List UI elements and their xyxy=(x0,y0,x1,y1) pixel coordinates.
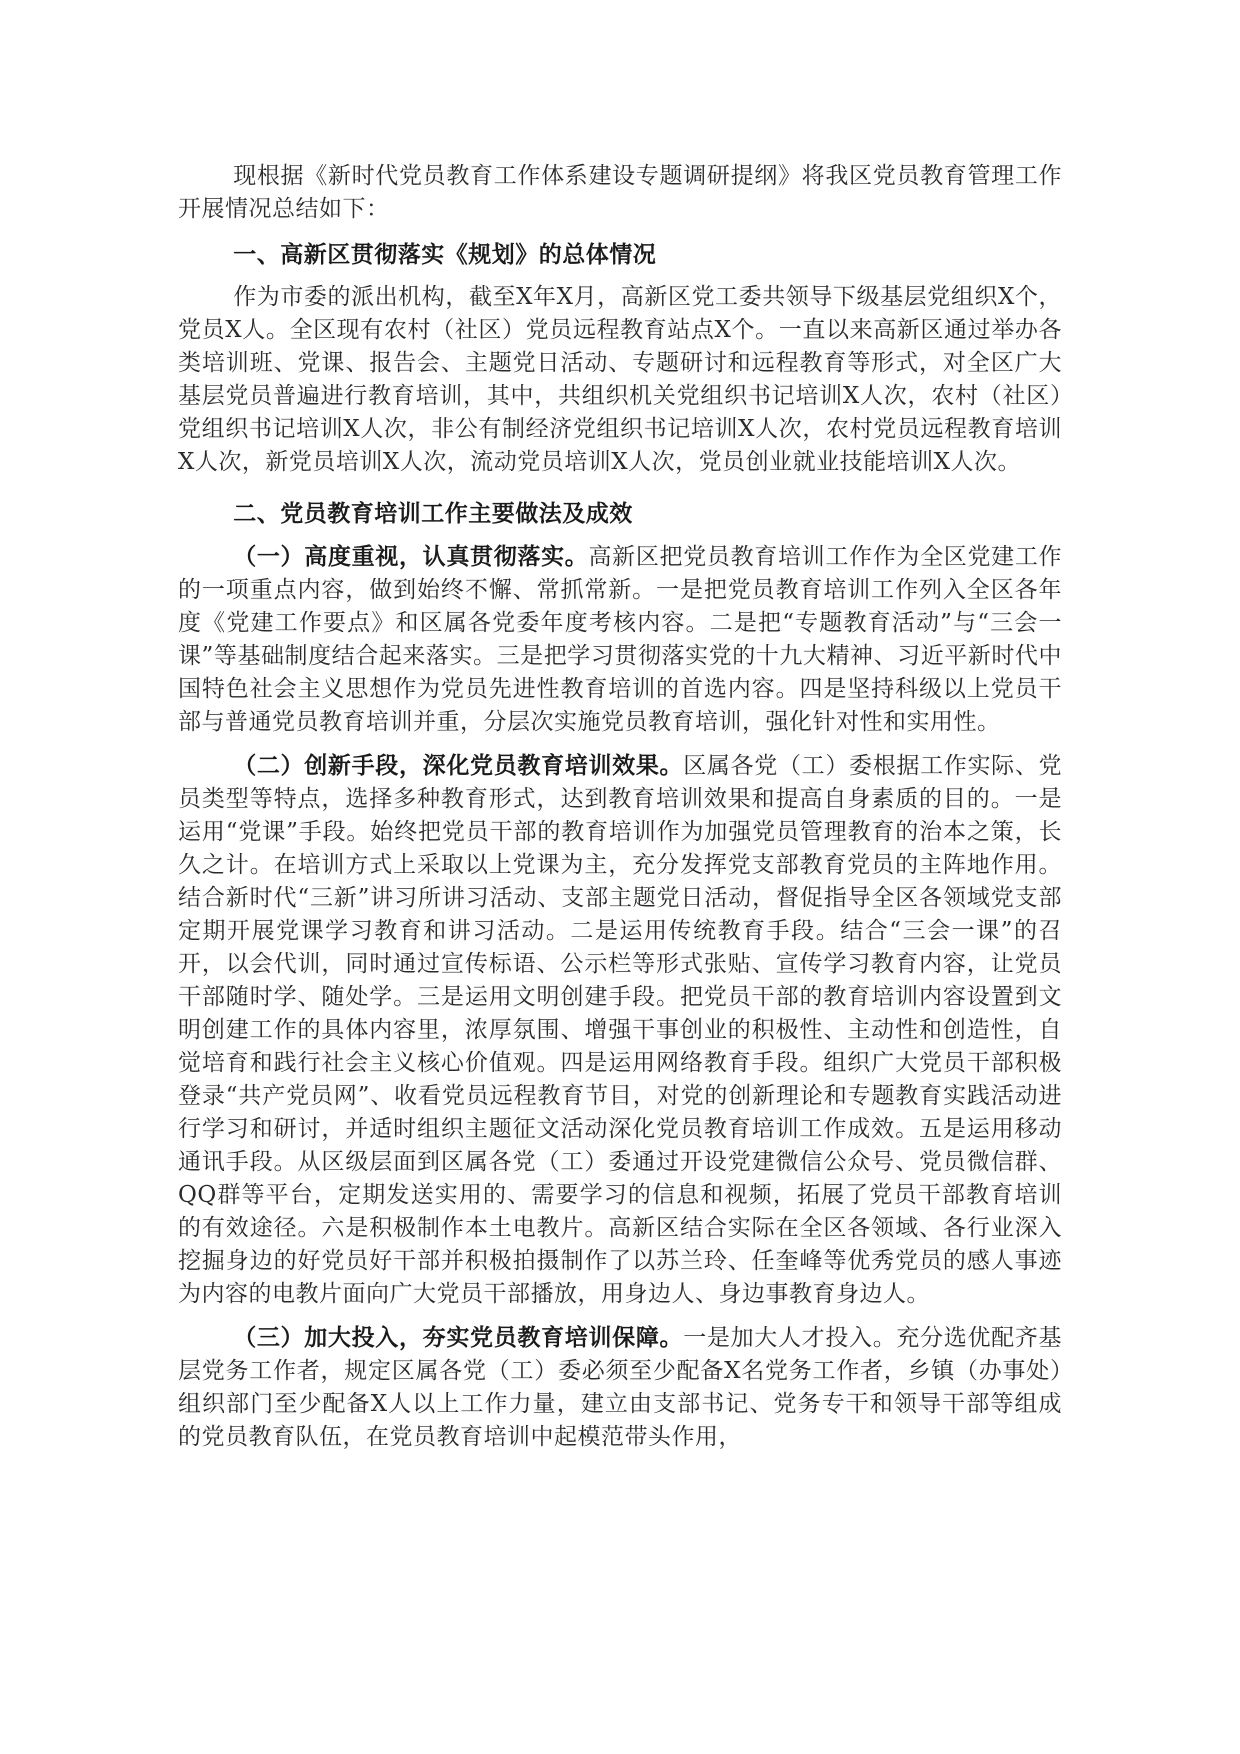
intro-paragraph: 现根据《新时代党员教育工作体系建设专题调研提纲》将我区党员教育管理工作开展情况总结如下： xyxy=(178,163,1062,222)
subsection-2-body: 区属各党（工）委根据工作实际、党员类型等特点，选择多种教育形式，达到教育培训效果和提高自身素质的目的。一是运用“党课”手段。始终把党员干部的教育培训作为加强党员管理教育的治本之策，长久之计。在培训方式上采取以上党课为主，充分发挥党支部教育党员的主阵地作用。结合新时代“三新”讲习所讲习活动、支部主题党日活动，督促指导全区各领域党支部定期开展党课学习教育和讲习活动。二是运用传统教育手段。结合“三会一课”的召开，以会代训，同时通过宣传标语、公示栏等形式张贴、宣传学习教育内容，让党员干部随时学、随处学。三是运用文明创建手段。把党员干部的教育培训内容设置到文明创建工作的具体内容里，浓厚氛围、增强干事创业的积极性、主动性和创造性，自觉培育和践行社会主义核心价值观。四是运用网络教育手段。组织广大党员干部积极登录“共产党员网”、收看党员远程教育节目，对党的创新理论和专题教育实践活动进行学习和研讨，并适时组织主题征文活动深化党员教育培训工作成效。五是运用移动通讯手段。从区级层面到区属各党（工）委通过开设党建微信公众号、党员微信群、QQ群等平台，定期发送实用的、需要学习的信息和视频，拓展了党员干部教育培训的有效途径。六是积极制作本土电教片。高新区结合实际在全区各领域、各行业深入挖掘身边的好党员好干部并积极拍摄制作了以苏兰玲、任奎峰等优秀党员的感人事迹为内容的电教片面向广大党员干部播放，用身边人、身边事教育身边人。 xyxy=(178,753,1063,1307)
section-heading-1: 一、高新区贯彻落实《规划》的总体情况 xyxy=(233,241,657,268)
document-page xyxy=(178,160,1062,1454)
section-1-body: 作为市委的派出机构，截至X年X月，高新区党工委共领导下级基层党组织X个，党员X人。全区现有农村（社区）党员远程教育站点X个。一直以来高新区通过举办各类培训班、党课、报告会、主题党日活动、专题研讨和远程教育等形式，对全区广大基层党员普遍进行教育培训，其中，共组织机关党组织书记培训X人次，农村（社区）党组织书记培训X人次，非公有制经济党组织书记培训X人次，农村党员远程教育培训X人次，新党员培训X人次，流动党员培训X人次，党员创业就业技能培训X人次。 xyxy=(178,284,1062,475)
subsection-1 xyxy=(178,540,1062,739)
subsection-3-lead: （三）加大投入，夯实党员教育培训保障。 xyxy=(233,1324,684,1351)
subsection-1-lead: （一）高度重视，认真贯彻落实。 xyxy=(233,543,589,570)
subsection-3-body: 一是加大人才投入。充分选优配齐基层党务工作者，规定区属各党（工）委必须至少配备X名党务工作者，乡镇（办事处）组织部门至少配备X人以上工作力量，建立由支部书记、党务专干和领导干部等组成的党员教育队伍，在党员教育培训中起模范带头作用， xyxy=(178,1325,1063,1450)
subsection-3 xyxy=(178,1321,1062,1454)
subsection-1-body: 高新区把党员教育培训工作作为全区党建工作的一项重点内容，做到始终不懈、常抓常新。一是把党员教育培训工作列入全区各年度《党建工作要点》和区属各党委年度考核内容。二是把“专题教育活动”与“三会一课”等基础制度结合起来落实。三是把学习贯彻落实党的十九大精神、习近平新时代中国特色社会主义思想作为党员先进性教育培训的首选内容。四是坚持科级以上党员干部与普通党员教育培训并重，分层次实施党员教育培训，强化针对性和实用性。 xyxy=(178,544,1063,735)
subsection-2-lead: （二）创新手段，深化党员教育培训效果。 xyxy=(233,752,684,779)
subsection-2 xyxy=(178,749,1062,1311)
section-heading-2: 二、党员教育培训工作主要做法及成效 xyxy=(233,500,633,527)
